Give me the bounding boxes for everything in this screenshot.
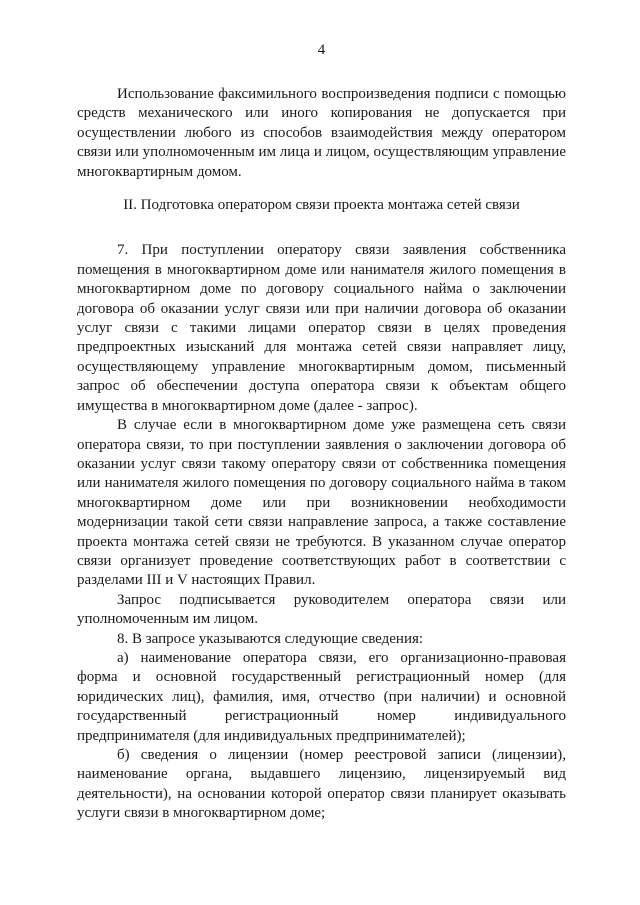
paragraph-8a: а) наименование оператора связи, его организационно-правовая форма и основной государственный регистрационный номер (для юридических лиц), фамилия, имя, отчество (при наличии) и основной государственный регистрационный номер индивидуального предпринимателя (для индивидуальных предпринимателей); xyxy=(77,649,566,744)
paragraph-7: 7. При поступлении оператору связи заявления собственника помещения в многоквартирном доме или нанимателя жилого помещения в многоквартирном доме по договору социального найма о заключении договора об оказании услуг связи или при наличии договора об оказании услуг связи с такими лицами оператор связи в целях проведения предпроектных изысканий для монтажа сетей связи направляет лицу, осуществляющему управление многоквартирным домом, письменный запрос об обеспечении доступа оператора связи к объектам общего имущества в многоквартирном доме (далее - запрос). xyxy=(77,242,566,414)
page-number: 4 xyxy=(317,42,326,58)
section-title: II. Подготовка оператором связи проекта монтажа сетей связи xyxy=(123,197,520,214)
paragraph-existing-network: В случае если в многоквартирном доме уже размещена сеть связи оператора связи, то при поступлении заявления о заключении договора об оказании услуг связи такому оператору связи от собственника помещения или нанимателя жилого помещения по договору социального найма в таком многоквартирном доме или при возникновении необходимости модернизации такой сети связи направление запроса, а также составление проекта монтажа сетей связи не требуются. В указанном случае оператор связи организует проведение соответствующих работ в соответствии с разделами III и V настоящих Правил. xyxy=(77,417,566,589)
intro-paragraph: Использование факсимильного воспроизведения подписи с помощью средств механического или иного копирования не допускается при осуществлении любого из способов взаимодействия между оператором связи или уполномоченным им лица и лицом, осуществляющим управление многоквартирным домом. xyxy=(77,86,566,180)
paragraph-request-signature: Запрос подписывается руководителем оператора связи или уполномоченным им лицом. xyxy=(77,591,566,628)
paragraph-8: 8. В запросе указываются следующие сведения: xyxy=(117,630,424,647)
body-text xyxy=(77,241,566,823)
paragraph-8b: б) сведения о лицензии (номер реестровой записи (лицензии), наименование органа, выдавшего лицензию, лицензируемый вид деятельности), на основании которой оператор связи планирует оказывать услуги связи в многоквартирном доме; xyxy=(77,747,566,822)
